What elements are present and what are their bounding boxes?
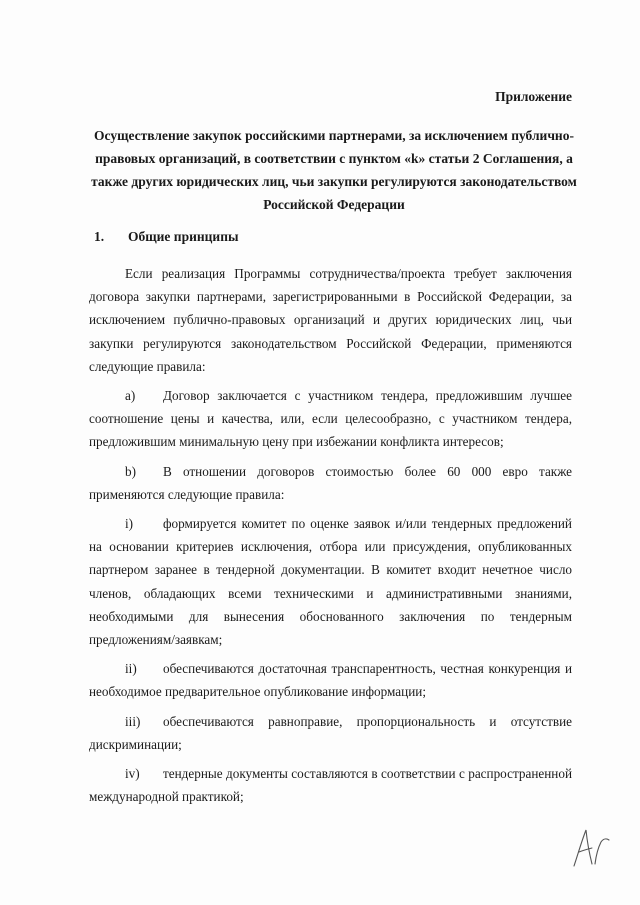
paragraph-label: b) [125,463,136,479]
paragraph-text: Если реализация Программы сотрудничества/проекта требует заключения договора закупки партнерами, зарегистрированными в Российской Федерации, за исключением публично-правовых организаций и других юридических лиц, чьи закупки регулируются законодательством Российской Федерации, применяются следующие правила: [89,266,572,374]
paragraph-b [89,460,572,506]
paragraph-intro [89,262,572,378]
section-number: 1. [94,229,105,244]
paragraph-a [89,384,572,454]
section-heading [94,229,239,245]
paragraph-label: iv) [125,766,140,782]
appendix-label: Приложение [495,89,572,104]
paragraph-label: а) [125,388,136,404]
paragraph-text: формируется комитет по оценке заявок и/или тендерных предложений на основании критериев исключения, отбора или присуждения, опубликованных партнером заранее в тендерной документации. В комитет входит нечетное число членов, обладающих всеми техническими и административными знаниями, необходимыми для вынесения обоснованного заключения по тендерным предложениям/заявкам; [89,516,572,648]
paragraph-text: Договор заключается с участником тендера, предложившим лучшее соотношение цены и качества, или, если целесообразно, с участником тендера, предложившим минимальную цену при избежании конфликта интересов; [89,388,572,450]
handwritten-initials-signature [570,826,612,870]
paragraph-text: тендерные документы составляются в соответствии с распространенной международной практикой; [89,766,572,805]
paragraph-label: ii) [125,661,137,677]
paragraph-i [89,512,572,651]
paragraph-text: В отношении договоров стоимостью более 60 000 евро также применяются следующие правила: [89,463,572,502]
document-title: Осуществление закупок российскими партнерами, за исключением публично-правовых организаций, в соответствии с пунктом «k» статьи 2 Соглашения, а также других юридических лиц, чьи закупки регулируются законодательством Российской Федерации [91,128,577,212]
paragraph-label: iii) [125,713,141,729]
paragraph-iv [89,762,572,808]
paragraph-text: обеспечиваются равноправие, пропорциональность и отсутствие дискриминации; [89,713,572,752]
section-title: Общие принципы [128,229,239,244]
paragraph-text: обеспечиваются достаточная транспарентность, честная конкуренция и необходимое предварительное опубликование информации; [89,661,572,700]
paragraph-ii [89,657,572,703]
document-body [89,262,572,814]
paragraph-label: i) [125,516,134,532]
paragraph-iii [89,710,572,756]
